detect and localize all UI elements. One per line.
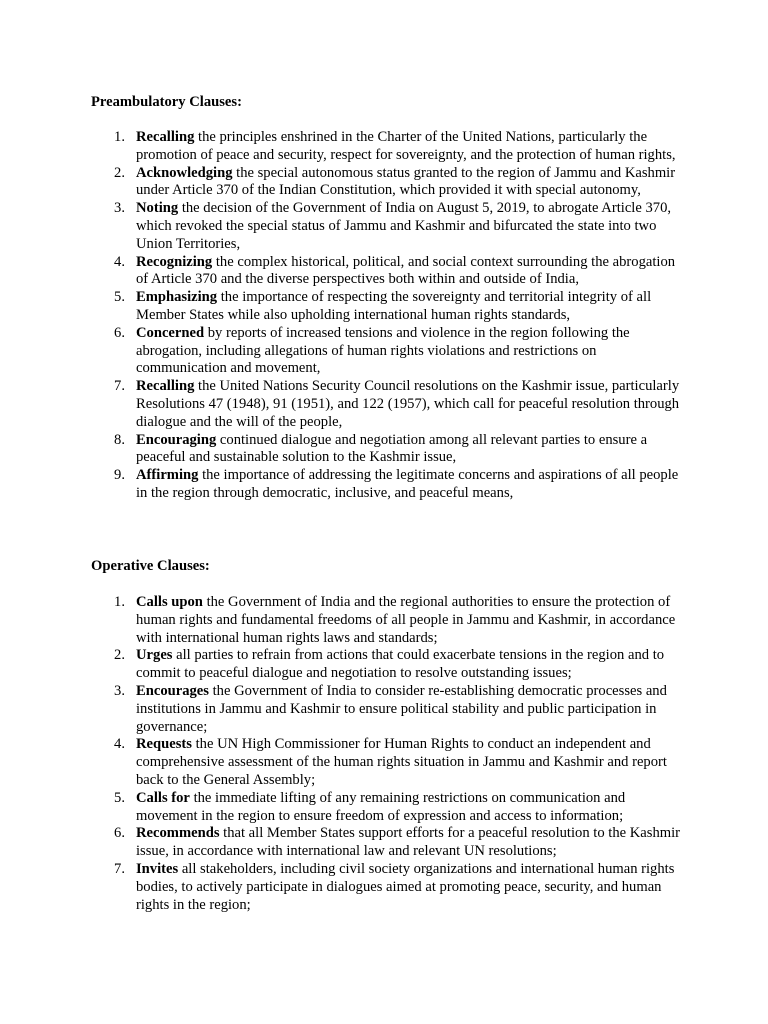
clause-keyword: Noting [136, 200, 179, 217]
preambulatory-clause [91, 467, 685, 503]
clause-number: 4. [114, 736, 125, 753]
clause-number: 1. [114, 594, 125, 610]
clause-text: the special autonomous status granted to the region of Jammu and Kashmir under Article 370 of the Indian Constitution, which provided it with special autonomy, [136, 164, 676, 199]
clause-keyword: Recalling [136, 129, 195, 145]
clause-number: 8. [114, 431, 125, 448]
clause-text: the United Nations Security Council resolutions on the Kashmir issue, particularly Resolutions 47 (1948), 91 (1951), and 122 (1957), which call for peaceful resolution through dialogue and the will of the people, [136, 378, 680, 430]
clause-text: all stakeholders, including civil society organizations and international human rights bodies, to actively participate in dialogues aimed at promoting peace, security, and human rights in the region; [136, 860, 675, 913]
clause-number: 3. [114, 200, 125, 217]
preambulatory-clause [91, 129, 685, 165]
clause-number: 2. [114, 647, 125, 664]
clause-text: the complex historical, political, and social context surrounding the abrogation of Article 370 and the diverse perspectives both within and outside of India, [136, 253, 676, 288]
clause-keyword: Calls upon [136, 594, 203, 610]
preambulatory-clause [91, 325, 685, 378]
preambulatory-clause [91, 254, 685, 290]
clause-keyword: Urges [136, 647, 173, 664]
clause-number: 9. [114, 467, 125, 484]
preambulatory-heading: Preambulatory Clauses: [91, 94, 242, 110]
clause-keyword: Encouraging [136, 431, 217, 448]
clause-number: 6. [114, 324, 125, 341]
preambulatory-clause [91, 289, 685, 325]
clause-text: all parties to refrain from actions that could exacerbate tensions in the region and to commit to peaceful dialogue and negotiation to resolve outstanding issues; [136, 647, 665, 682]
preambulatory-clause [91, 378, 685, 431]
clause-text: the importance of respecting the sovereignty and territorial integrity of all Member States while also upholding international human rights standards, [136, 289, 652, 323]
preambulatory-clause [91, 165, 685, 201]
operative-clause [91, 647, 685, 683]
clause-keyword: Acknowledging [136, 164, 233, 181]
clause-text: the immediate lifting of any remaining restrictions on communication and movement in the region to ensure freedom of expression and access to information; [136, 789, 626, 824]
clause-number: 1. [114, 129, 125, 145]
operative-heading: Operative Clauses: [91, 558, 210, 574]
clause-keyword: Encourages [136, 682, 209, 699]
preambulatory-clause [91, 200, 685, 253]
clause-text: the Government of India and the regional authorities to ensure the protection of human rights and fundamental freedoms of all people in Jammu and Kashmir, in accordance with international human rights laws and standards; [136, 594, 676, 646]
clause-keyword: Affirming [136, 467, 199, 484]
clause-number: 3. [114, 682, 125, 699]
clause-number: 5. [114, 289, 125, 306]
operative-clause [91, 594, 685, 647]
clause-keyword: Calls for [136, 789, 190, 806]
clause-text: the UN High Commissioner for Human Rights to conduct an independent and comprehensive assessment of the human rights situation in Jammu and Kashmir and report back to the General Assembly; [136, 736, 667, 788]
clause-keyword: Invites [136, 860, 179, 877]
preambulatory-clause [91, 432, 685, 468]
clause-number: 7. [114, 378, 125, 395]
clause-keyword: Requests [136, 736, 192, 753]
operative-clause [91, 825, 685, 861]
clause-text: continued dialogue and negotiation among all relevant parties to ensure a peaceful and sustainable solution to the Kashmir issue, [136, 431, 648, 466]
clause-keyword: Recognizing [136, 253, 213, 270]
clause-text: that all Member States support efforts for a peaceful resolution to the Kashmir issue, in accordance with international law and relevant UN resolutions; [136, 825, 681, 860]
clause-keyword: Recalling [136, 378, 195, 395]
operative-clause [91, 790, 685, 826]
clause-keyword: Concerned [136, 324, 205, 341]
clause-text: the principles enshrined in the Charter of the United Nations, particularly the promotion of peace and security, respect for sovereignty, and the protection of human rights, [136, 129, 676, 163]
preambulatory-list [91, 129, 685, 503]
operative-clause [91, 861, 685, 914]
clause-keyword: Emphasizing [136, 289, 218, 306]
clause-text: the decision of the Government of India on August 5, 2019, to abrogate Article 370, which revoked the special status of Jammu and Kashmir and bifurcated the state into two Union Territories, [136, 200, 672, 252]
operative-clause [91, 736, 685, 789]
clause-keyword: Recommends [136, 825, 220, 842]
clause-text: the importance of addressing the legitimate concerns and aspirations of all people in the region through democratic, inclusive, and peaceful means, [136, 467, 679, 501]
clause-number: 4. [114, 253, 125, 270]
clause-text: the Government of India to consider re-establishing democratic processes and institutions in Jammu and Kashmir to ensure political stability and public participation in governance; [136, 682, 667, 735]
clause-number: 2. [114, 164, 125, 181]
clause-number: 5. [114, 789, 125, 806]
clause-text: by reports of increased tensions and violence in the region following the abrogation, including allegations of human rights violations and restrictions on communication and movement, [136, 324, 630, 377]
operative-clause [91, 683, 685, 736]
clause-number: 6. [114, 825, 125, 842]
clause-number: 7. [114, 860, 125, 877]
operative-list [91, 594, 685, 914]
